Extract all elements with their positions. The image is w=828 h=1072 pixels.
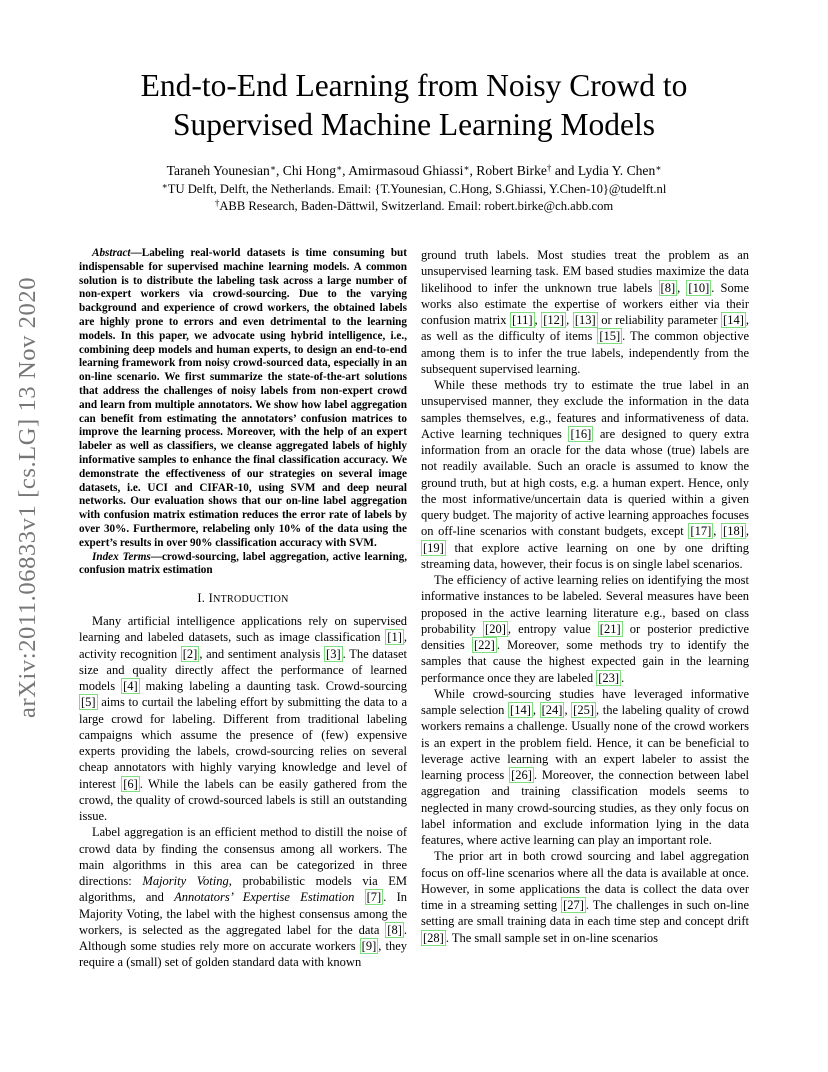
citation-link[interactable]: [11]	[512, 313, 533, 327]
citation-link[interactable]: [5]	[81, 695, 96, 710]
section-number: I.	[197, 591, 206, 606]
paper-title	[60, 66, 768, 144]
author-mark: †	[546, 163, 552, 173]
author-name: Robert Birke	[476, 163, 547, 178]
affiliation-mark: ∗	[161, 181, 168, 191]
citation-link[interactable]: [16]	[570, 426, 592, 441]
citation-link[interactable]: [19]	[423, 540, 444, 555]
index-terms-label: Index Terms	[92, 550, 151, 563]
intro-paragraph-4: The efficiency of active learning relies on identifying the most informative instances to be labeled. Several measures have been proposed in the active learning literature e.g., based on class probability [20] , entropy value [21] or posterior predictive densities [22] . Moreover, some methods try to identify the samples that cause the highest expected gain in the learning performance once they are labeled [23] .	[421, 573, 749, 685]
citation-link[interactable]: [7]	[366, 890, 382, 905]
author-mark: ∗	[336, 163, 343, 173]
citation-link[interactable]: [22]	[473, 638, 495, 652]
author-name: Lydia Y. Chen	[577, 163, 656, 178]
citation-link[interactable]: [15]	[599, 329, 621, 344]
citation-link[interactable]: [2]	[182, 646, 198, 661]
affiliation-abb	[60, 198, 768, 214]
abstract-label: Abstract	[92, 247, 131, 259]
author-name: Taraneh Younesian	[166, 163, 270, 178]
citation-link[interactable]: [21]	[599, 621, 621, 636]
citation-link[interactable]: [26]	[511, 768, 532, 782]
affiliation-mark: †	[214, 198, 220, 208]
intro-paragraph-3: While these methods try to estimate the true label in an unsupervised manner, they exclude the information in the data samples themselves, e.g., features and informativeness of data. Active learning techniques [16] are designed to query extra information from an oracle for the data whose (true) labels are not readily available. Such an oracle is assumed to know the ground truth, but at high costs, e.g. a human expert. Hence, only the most informative/uncertain data is queried within a given query budget. The majority of active learning approaches focuses on off-line scenarios with constant budgets, except [17] , [18] , [19] that explore active learning on one by one drifting streaming data, however, their focus is on single label scenarios.	[421, 378, 750, 571]
author-mark: ∗	[463, 163, 470, 173]
affiliation-text: TU Delft, Delft, the Netherlands. Email: {T.Younesian, C.Hong, S.Ghiassi, Y.Chen-10}@tudelft.nl	[167, 182, 667, 196]
citation-link[interactable]: [13]	[574, 313, 596, 327]
affiliation-text: ABB Research, Baden-Dättwil, Switzerland. Email: robert.birke@ch.abb.com	[219, 199, 614, 213]
citation-link[interactable]: [17]	[690, 524, 712, 539]
abstract-text: —Labeling real-world datasets is time consuming but indispensable for supervised machine learning models. A common solution is to distribute the labeling task across a large number of non-expert workers via crowd-sourcing. Due to the varying background and experience of crowd workers, the obtained labels are highly prone to errors and even detrimental to the learning models. In this paper, we advocate using hybrid intelligence, i.e., combining deep models and human experts, to design an end-to-end learning framework from noisy crowd-sourced data, especially in an on-line scenario. We first summarize the state-of-the-art solutions that address the challenges of noisy labels from non-expert crowd and learn from multiple annotators. We show how label aggregation can benefit from estimating the annotators’ confusion matrices to improve the learning process. Moreover, with the help of an expert labeler as well as classifiers, we cleanse aggregated labels of highly informative samples to enhance the final classification accuracy. We demonstrate the effectiveness of our strategies on several image datasets, i.e. UCI and CIFAR-10, using SVM and deep neural networks. Our evaluation shows that our on-line label aggregation with confusion matrix estimation reduces the error rate of labels by over 30%. Furthermore, relabeling only 10% of the data using the expert’s results in over 90% classification accuracy with SVM.	[79, 247, 407, 549]
citation-link[interactable]: [1]	[387, 630, 402, 645]
citation-link[interactable]: [12]	[543, 313, 565, 327]
section-heading-introduction	[79, 590, 407, 608]
citation-link[interactable]: [8]	[660, 280, 676, 295]
author-mark: ∗	[269, 163, 276, 173]
author-mark: ∗	[655, 163, 662, 173]
intro-paragraph-1: Many artificial intelligence applications rely on supervised learning and labeled datasets, such as image classification [1] , activity recognition [2] , and sentiment analysis [3] . The dataset size and quality directly affect the performance of learned models [4] making labeling a daunting task. Crowd-sourcing [5] aims to curtail the labeling effort by submitting the data to a large crowd for labeling. Different from traditional labeling campaigns which assume the presence of (few) expensive experts providing the labels, crowd-sourcing relies on several cheap annotators with highly varying knowledge and level of interest [6] . While the labels can be easily gathered from the crowd, the quality of crowd-sourced labels is still an outstanding issue.	[79, 614, 407, 824]
left-column	[79, 247, 407, 971]
citation-link[interactable]: [9]	[361, 939, 377, 954]
arxiv-identifier[interactable]: arXiv:2011.06833v1 [cs.LG] 13 Nov 2020	[14, 276, 41, 718]
author-name: Amirmasoud Ghiassi	[348, 163, 464, 178]
section-title: INTRODUCTION	[208, 591, 289, 606]
citation-link[interactable]: [6]	[123, 776, 138, 791]
intro-paragraph-6: The prior art in both crowd sourcing and label aggregation focus on off-line scenarios where all the data is available at once. However, in some applications the data is collect the data over time in a streaming setting [27] . The challenges in such on-line setting are small training data in each time step and concept drift [28] . The small sample set in on-line scenarios	[421, 849, 749, 945]
citation-link[interactable]: [10]	[688, 280, 710, 295]
citation-link[interactable]: [23]	[598, 670, 620, 685]
author-list: Taraneh Younesian∗, Chi Hong∗, Amirmasoud Ghiassi∗, Robert Birke† and Lydia Y. Chen∗	[166, 163, 662, 178]
citation-link[interactable]: [24]	[541, 703, 563, 717]
intro-paragraph-2: Label aggregation is an efficient method to distill the noise of crowd data by finding the consensus among all workers. The main algorithms in this area can be categorized in three directions: Majority Voting, probabilistic models via EM algorithms, and Annotators’ Expertise Estimation [7] . In Majority Voting, the label with the highest consensus among the workers, is selected as the aggregated label for the data [8] . Although some studies rely more on accurate workers [9] , they require a (small) set of golden standard data with known	[79, 825, 408, 970]
citation-link[interactable]: [27]	[563, 898, 584, 912]
index-terms	[79, 551, 407, 579]
citation-link[interactable]: [20]	[485, 621, 506, 636]
affiliation-tu-delft	[60, 181, 768, 197]
title-line-1: End-to-End Learning from Noisy Crowd to	[140, 68, 688, 103]
citation-link[interactable]: [25]	[573, 703, 594, 717]
citation-link[interactable]: [4]	[123, 679, 138, 694]
author-conjunction: and	[554, 163, 575, 178]
right-column	[421, 247, 749, 946]
intro-paragraph-5: While crowd-sourcing studies have leveraged informative sample selection [14] , [24] , [25] , the labeling quality of crowd workers remains a challenge. Usually none of the crowd workers is an expert in the problem field. Hence, it can be beneficial to leverage active learning with an expert labeler to assist the learning process [26] . Moreover, the connection between label aggregation and training classification models seems to neglected in many crowd-sourcing studies, as they only focus on label information and exclude information lying in the data features, where active learning can play an important role.	[421, 686, 750, 847]
citation-link[interactable]: [14]	[723, 313, 744, 327]
intro-paragraph-2-continued: ground truth labels. Most studies treat the problem as an unsupervised learning task. EM based studies maximize the data likelihood to infer the unknown true labels [8] , [10] . Some works also estimate the expertise of workers either via their confusion matrix [11] , [12] , [13] or reliability parameter [14] , as well as the difficulty of items [15] . The common objective among them is to infer the true labels, independently from the subsequent supervised learning.	[421, 248, 750, 376]
citation-link[interactable]: [3]	[326, 646, 341, 661]
citation-link[interactable]: [8]	[387, 922, 402, 937]
author-name: Chi Hong	[282, 163, 337, 178]
citation-link[interactable]: [14]	[510, 703, 531, 717]
abstract	[79, 247, 407, 551]
title-line-2: Supervised Machine Learning Models	[172, 107, 655, 142]
citation-link[interactable]: [18]	[723, 524, 744, 539]
citation-link[interactable]: [28]	[423, 930, 444, 945]
index-terms-text: —crowd-sourcing, label aggregation, active learning, confusion matrix estimation	[79, 550, 407, 577]
